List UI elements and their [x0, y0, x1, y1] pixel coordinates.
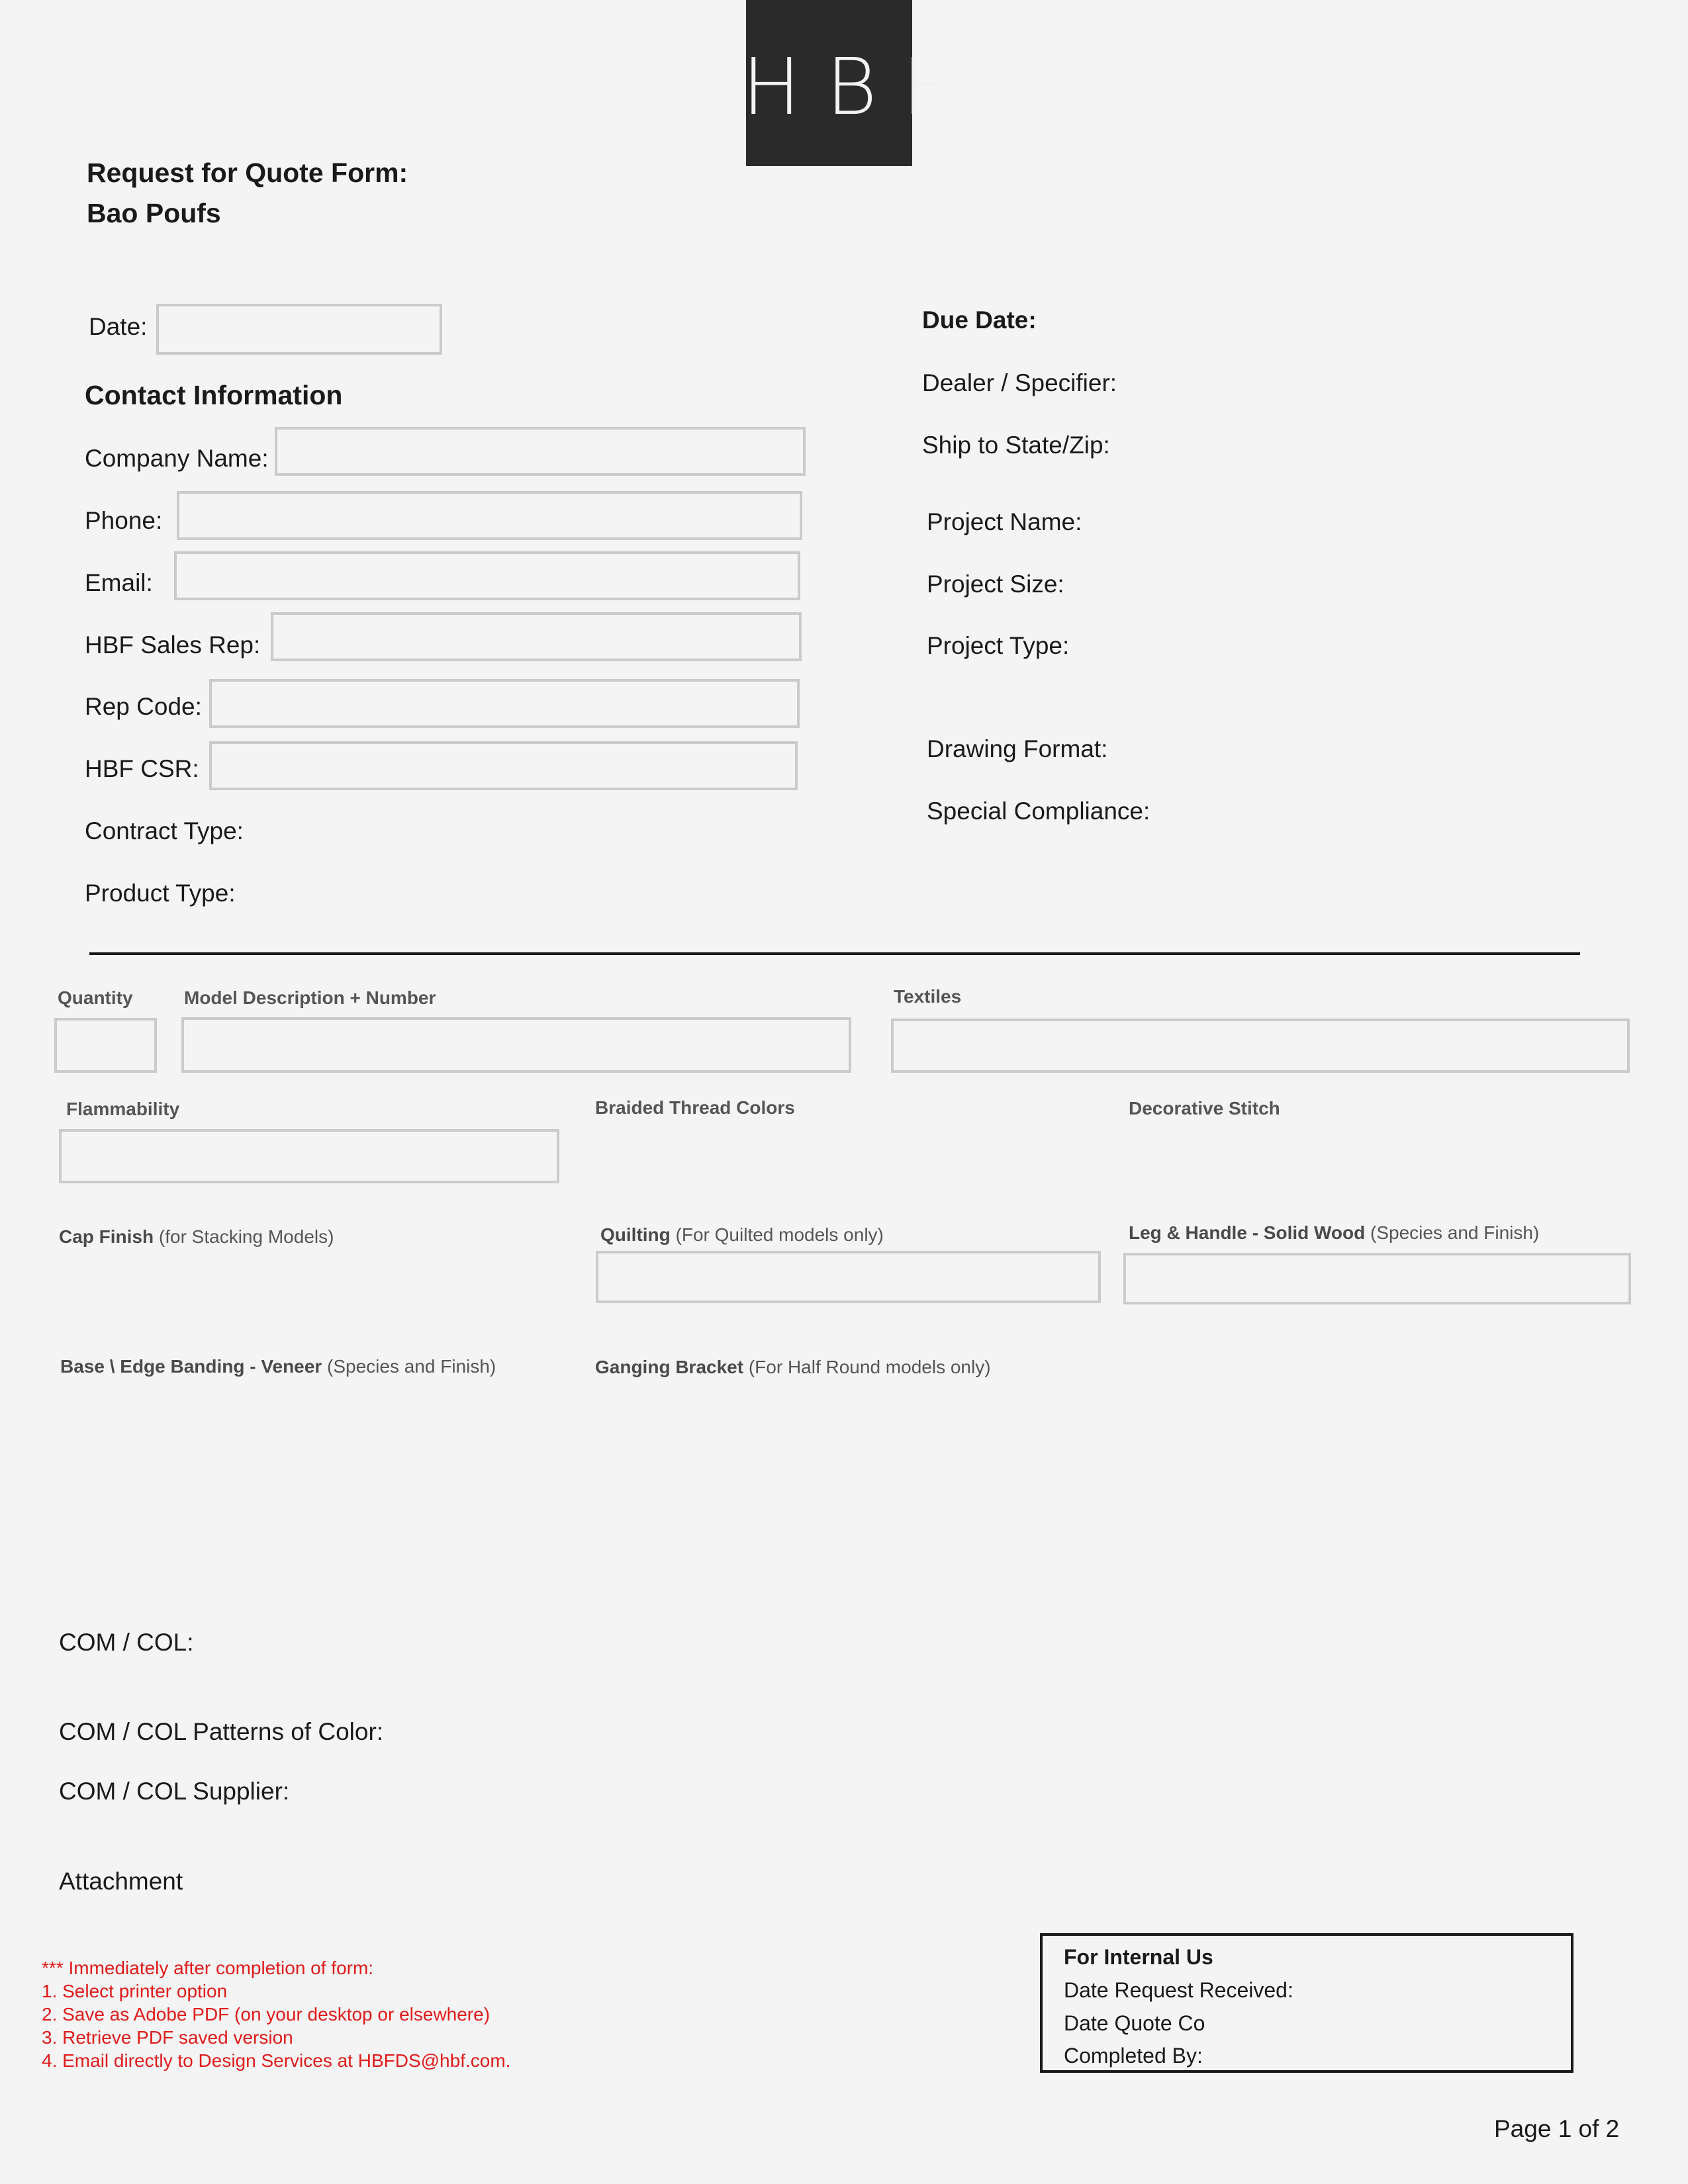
project-name-label: Project Name: — [927, 508, 1082, 535]
rep-code-label: Rep Code: — [85, 693, 202, 720]
instruction-line: 4. Email directly to Design Services at HBFDS@hbf.com. — [42, 2050, 511, 2071]
instruction-line: *** Immediately after completion of form: — [42, 1958, 374, 1978]
product-type-label: Product Type: — [85, 880, 236, 907]
completed-by-label: Completed By: — [1064, 2044, 1203, 2068]
section-divider — [89, 952, 1580, 955]
date-label: Date: — [89, 313, 148, 340]
textiles-label: Textiles — [894, 986, 962, 1007]
drawing-format-label: Drawing Format: — [927, 735, 1108, 762]
company-name-field[interactable] — [275, 427, 806, 476]
contact-heading: Contact Information — [85, 380, 343, 410]
form-subtitle: Bao Poufs — [87, 198, 221, 228]
sales-rep-field[interactable] — [271, 612, 802, 661]
com-col-label: COM / COL: — [59, 1629, 194, 1656]
email-field[interactable] — [174, 551, 800, 600]
model-field[interactable] — [181, 1017, 851, 1073]
attachment-label: Attachment — [59, 1868, 183, 1895]
hbf-logo — [742, 0, 972, 166]
cap-finish-label: Cap Finish (for Stacking Models) — [59, 1226, 334, 1247]
csr-field[interactable] — [209, 741, 798, 790]
date-request-received-label: Date Request Received: — [1064, 1978, 1293, 2002]
internal-use-box — [1040, 1933, 1573, 2073]
email-label: Email: — [85, 569, 153, 596]
project-type-label: Project Type: — [927, 632, 1070, 659]
logo-text: HBF — [742, 41, 972, 132]
leg-handle-label: Leg & Handle - Solid Wood (Species and Finish) — [1129, 1222, 1540, 1243]
contract-type-label: Contract Type: — [85, 817, 244, 844]
page-number: Page 1 of 2 — [1494, 2115, 1620, 2142]
decorative-label: Decorative Stitch — [1129, 1098, 1280, 1118]
ship-label: Ship to State/Zip: — [922, 432, 1110, 459]
form-title: Request for Quote Form: — [87, 158, 408, 188]
quantity-field[interactable] — [54, 1018, 157, 1073]
rep-code-field[interactable] — [209, 679, 800, 728]
sales-rep-label: HBF Sales Rep: — [85, 631, 261, 659]
ganging-label: Ganging Bracket (For Half Round models only) — [595, 1357, 991, 1377]
instruction-line: 3. Retrieve PDF saved version — [42, 2027, 293, 2048]
project-size-label: Project Size: — [927, 570, 1064, 598]
instruction-line: 2. Save as Adobe PDF (on your desktop or elsewhere) — [42, 2004, 491, 2025]
base-edge-label: Base \ Edge Banding - Veneer (Species and Finish) — [60, 1356, 496, 1377]
date-field[interactable] — [156, 304, 442, 355]
instruction-line: 1. Select printer option — [42, 1981, 228, 2001]
com-col-supplier-label: COM / COL Supplier: — [59, 1778, 290, 1805]
dealer-label: Dealer / Specifier: — [922, 369, 1117, 396]
quantity-label: Quantity — [58, 987, 133, 1008]
csr-label: HBF CSR: — [85, 755, 199, 782]
instructions — [42, 1956, 510, 2072]
leg-handle-field[interactable] — [1123, 1253, 1631, 1304]
com-col-patterns-label: COM / COL Patterns of Color: — [59, 1718, 384, 1745]
special-compliance-label: Special Compliance: — [927, 797, 1150, 825]
company-name-label: Company Name: — [85, 445, 269, 472]
phone-label: Phone: — [85, 507, 163, 534]
date-quote-label: Date Quote Co — [1064, 2011, 1205, 2035]
quilting-field[interactable] — [596, 1251, 1101, 1303]
braided-label: Braided Thread Colors — [595, 1097, 795, 1118]
flammability-label: Flammability — [66, 1099, 180, 1119]
quilting-label: Quilting (For Quilted models only) — [600, 1224, 884, 1245]
model-label: Model Description + Number — [184, 987, 436, 1008]
due-date-label: Due Date: — [922, 306, 1037, 334]
internal-heading: For Internal Us — [1064, 1945, 1213, 1969]
flammability-field[interactable] — [59, 1129, 559, 1183]
phone-field[interactable] — [177, 491, 802, 540]
textiles-field[interactable] — [891, 1019, 1630, 1073]
